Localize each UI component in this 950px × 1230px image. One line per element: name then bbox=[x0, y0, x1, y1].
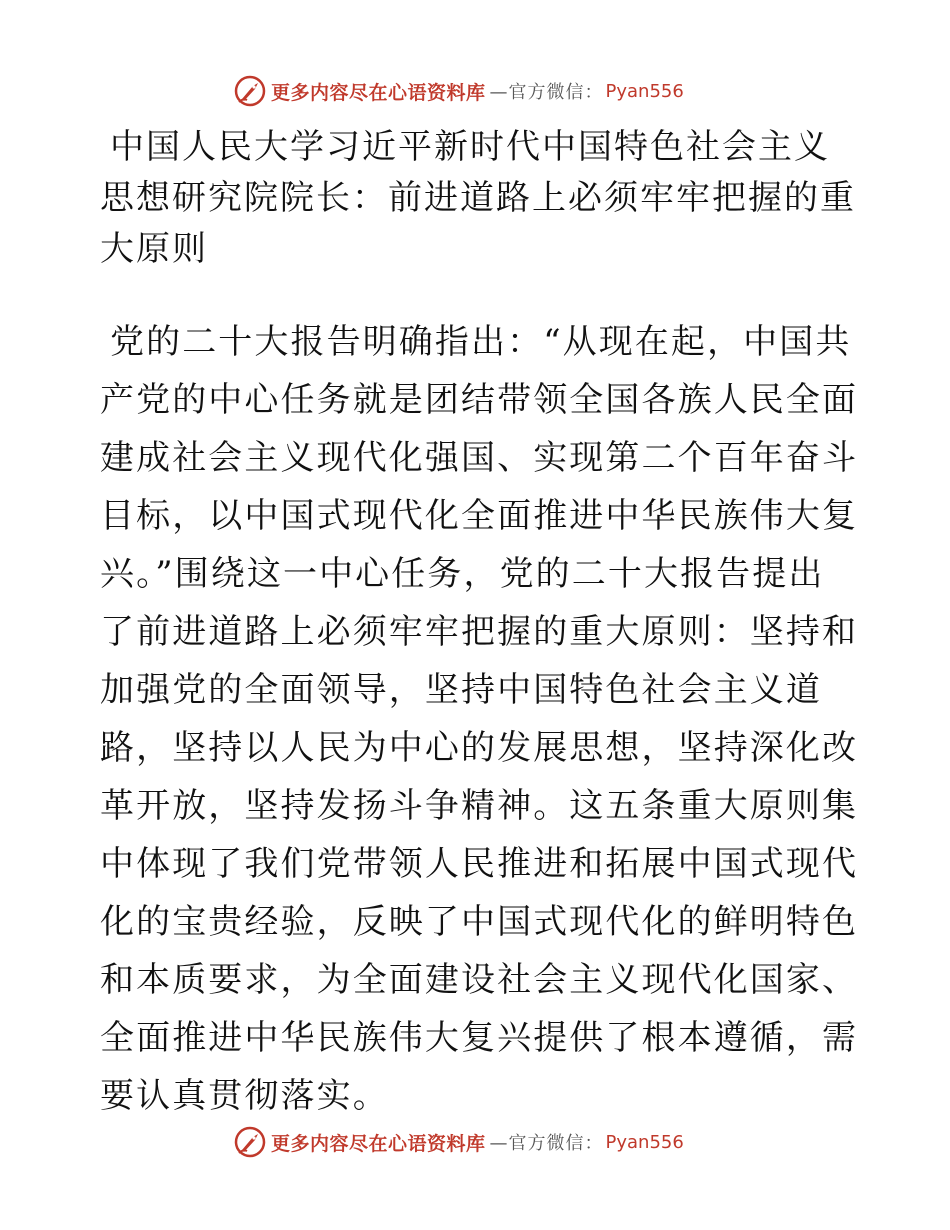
promo-text: 更多内容尽在心语资料库 bbox=[271, 81, 486, 104]
pen-nib-logo-icon bbox=[233, 1125, 267, 1159]
promo-text: 更多内容尽在心语资料库 bbox=[271, 1132, 486, 1155]
document-title: 中国人民大学习近平新时代中国特色社会主义思想研究院院长：前进道路上必须牢牢把握的重大原则 bbox=[100, 127, 856, 269]
wechat-label: —官方微信： bbox=[489, 82, 604, 103]
header-banner bbox=[233, 74, 684, 108]
wechat-label: —官方微信： bbox=[489, 1133, 604, 1154]
wechat-id: Pyan556 bbox=[605, 80, 684, 102]
wechat-id: Pyan556 bbox=[605, 1131, 684, 1153]
footer-banner bbox=[233, 1125, 684, 1159]
pen-nib-logo-icon bbox=[233, 74, 267, 108]
document-paragraph: 党的二十大报告明确指出：“从现在起，中国共产党的中心任务就是团结带领全国各族人民全面建成社会主义现代化强国、实现第二个百年奋斗目标，以中国式现代化全面推进中华民族伟大复兴。”围绕这一中心任务，党的二十大报告提出了前进道路上必须牢牢把握的重大原则：坚持和加强党的全面领导，坚持中国特色社会主义道路，坚持以人民为中心的发展思想，坚持深化改革开放，坚持发扬斗争精神。这五条重大原则集中体现了我们党带领人民推进和拓展中国式现代化的宝贵经验，反映了中国式现代化的鲜明特色和本质要求，为全面建设社会主义现代化国家、全面推进中华民族伟大复兴提供了根本遵循，需要认真贯彻落实。 bbox=[100, 322, 859, 1116]
